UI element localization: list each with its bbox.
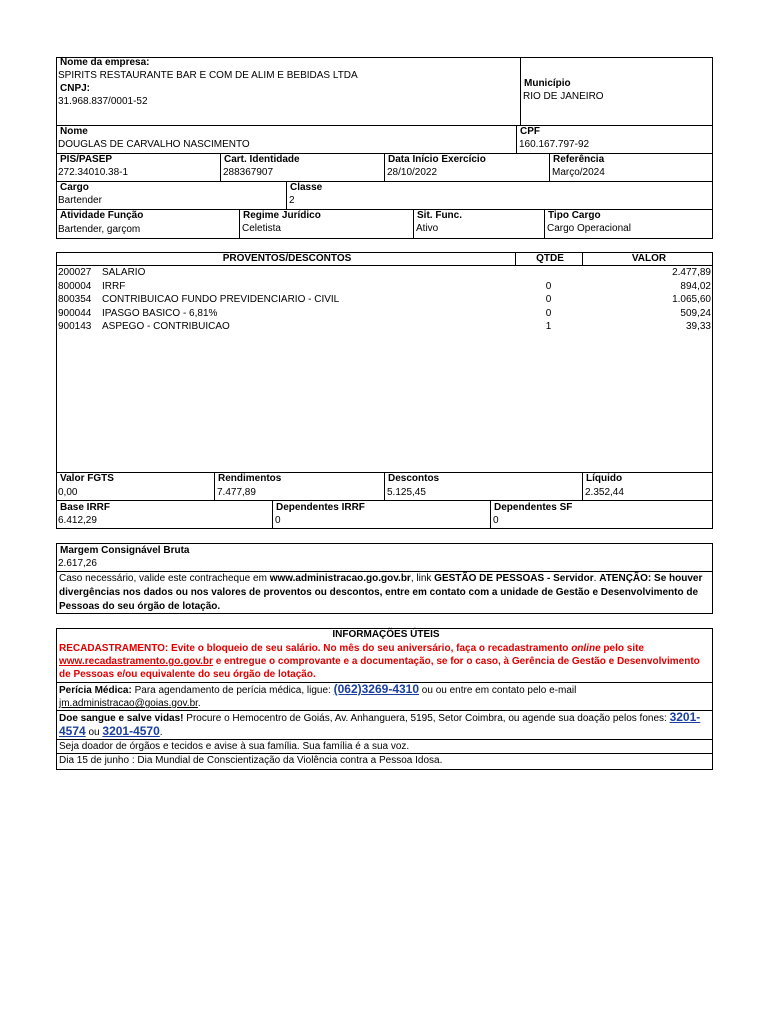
fgts-value: 0,00 bbox=[58, 487, 78, 498]
cnpj-value: 31.968.837/0001-52 bbox=[58, 96, 148, 107]
item-code: 800354 bbox=[58, 294, 92, 305]
note-text-1: Caso necessário, valide este contracheque em bbox=[59, 573, 270, 584]
municipio-value: RIO DE JANEIRO bbox=[523, 91, 604, 102]
recad-text-2: pelo site bbox=[600, 643, 644, 654]
margem-value: 2.617,26 bbox=[58, 558, 97, 569]
item-code: 800004 bbox=[58, 280, 92, 292]
item-code: 200027 bbox=[58, 267, 92, 278]
municipio-label: Município bbox=[524, 78, 571, 89]
item-valor: 894,02 bbox=[680, 280, 711, 292]
regime-label: Regime Jurídico bbox=[243, 210, 321, 221]
orgaos-note: Seja doador de órgãos e tecidos e avise à sua família. Sua família é a sua voz. bbox=[59, 741, 410, 752]
attention-text: ATENÇÃO: Se houver divergências nos dados ou nos valores de proventos ou descontos, entre em contato com a unidade de Gestão e Desenvolvimento de Pessoas do seu órgão de lotação. bbox=[59, 573, 703, 612]
data-inicio-label: Data Início Exercício bbox=[388, 154, 486, 165]
sangue-text-1: Procure o Hemocentro de Goiás, Av. Anhanguera, 5195, Setor Coimbra, ou agende sua doação pelos fones: bbox=[183, 713, 670, 724]
item-desc: SALARIO bbox=[102, 267, 146, 278]
gestao-pessoas-link[interactable]: GESTÃO DE PESSOAS - Servidor bbox=[434, 573, 594, 584]
nome-value: DOUGLAS DE CARVALHO NASCIMENTO bbox=[58, 139, 250, 150]
cpf-value: 160.167.797-92 bbox=[519, 139, 590, 150]
validation-site-link[interactable]: www.administracao.go.gov.br bbox=[269, 573, 411, 584]
cpf-label: CPF bbox=[520, 126, 540, 137]
company-name-label: Nome da empresa: bbox=[60, 57, 150, 68]
descontos-label: Descontos bbox=[388, 473, 440, 484]
hemocentro-phone-1-link[interactable]: 3201-4574 bbox=[59, 710, 701, 738]
base-irrf-label: Base IRRF bbox=[60, 502, 111, 513]
sangue-label: Doe sangue e salve vidas! bbox=[59, 713, 184, 724]
classe-label: Classe bbox=[290, 182, 323, 193]
pericia-label: Perícia Médica: bbox=[59, 685, 132, 696]
table-row bbox=[56, 266, 713, 280]
pericia-phone-link[interactable]: (062)3269-4310 bbox=[333, 682, 420, 696]
tipo-cargo-value: Cargo Operacional bbox=[547, 223, 631, 234]
identidade-value: 288367907 bbox=[223, 167, 274, 178]
nome-label: Nome bbox=[60, 126, 88, 137]
item-desc: IRRF bbox=[102, 280, 126, 292]
company-name: SPIRITS RESTAURANTE BAR E COM DE ALIM E BEBIDAS LTDA bbox=[58, 70, 358, 81]
item-valor: 509,24 bbox=[680, 307, 711, 319]
sit-func-value: Ativo bbox=[416, 223, 439, 234]
referencia-value: Março/2024 bbox=[552, 167, 605, 178]
item-code: 900044 bbox=[58, 307, 92, 319]
pis-label: PIS/PASEP bbox=[60, 154, 113, 165]
item-desc: CONTRIBUICAO FUNDO PREVIDENCIARIO - CIVIL bbox=[102, 294, 340, 305]
recadastramento-note bbox=[56, 642, 713, 681]
identidade-label: Cart. Identidade bbox=[224, 154, 300, 165]
dep-sf-label: Dependentes SF bbox=[494, 502, 573, 513]
rendimentos-value: 7.477,89 bbox=[217, 487, 256, 498]
pericia-note bbox=[56, 683, 713, 710]
items-table bbox=[56, 266, 713, 334]
note-text-3: . bbox=[593, 573, 600, 584]
pis-value: 272.34010.38-1 bbox=[58, 167, 129, 178]
info-title: INFORMAÇÕES ÚTEIS bbox=[332, 629, 440, 640]
sangue-or: ou bbox=[85, 727, 103, 738]
table-row bbox=[56, 307, 713, 321]
item-valor: 2.477,89 bbox=[672, 267, 711, 278]
margem-label: Margem Consignável Bruta bbox=[60, 545, 190, 556]
dep-irrf-value: 0 bbox=[275, 515, 281, 526]
table-row bbox=[56, 280, 713, 294]
hemocentro-phone-2-link[interactable]: 3201-4570 bbox=[102, 724, 160, 738]
item-qtde bbox=[515, 266, 582, 280]
items-header-valor: VALOR bbox=[631, 253, 667, 264]
pericia-text-1: Para agendamento de perícia médica, ligue: bbox=[131, 685, 334, 696]
cnpj-label: CNPJ: bbox=[60, 83, 91, 94]
sit-func-label: Sit. Func. bbox=[417, 210, 462, 221]
items-header-desc: PROVENTOS/DESCONTOS bbox=[222, 253, 352, 264]
atividade-label: Atividade Função bbox=[60, 210, 144, 221]
liquido-value: 2.352,44 bbox=[585, 487, 624, 498]
base-irrf-value: 6.412,29 bbox=[58, 515, 97, 526]
descontos-value: 5.125,45 bbox=[387, 487, 426, 498]
pericia-text-2: ou ou entre em contato pelo e-mail bbox=[419, 685, 577, 696]
tipo-cargo-label: Tipo Cargo bbox=[548, 210, 601, 221]
recad-text-3: e entregue o comprovante e a documentação, se for o caso, à Gerência de Gestão e Desenvolvimento de Pessoas e/ou equivalente do seu órgão de lotação. bbox=[59, 656, 700, 680]
dep-sf-value: 0 bbox=[493, 515, 499, 526]
atividade-value: Bartender, garçom bbox=[58, 224, 141, 235]
sangue-end: . bbox=[159, 727, 163, 738]
classe-value: 2 bbox=[289, 195, 295, 206]
pericia-text-3: . bbox=[197, 698, 201, 709]
item-qtde: 0 bbox=[545, 280, 552, 292]
recad-online: online bbox=[571, 643, 601, 654]
item-qtde: 0 bbox=[545, 294, 552, 305]
validation-note bbox=[56, 572, 713, 614]
item-qtde: 1 bbox=[545, 321, 552, 332]
regime-value: Celetista bbox=[242, 223, 281, 234]
recad-text-1: RECADASTRAMENTO: Evite o bloqueio de seu salário. No mês do seu aniversário, faça o recadastramento bbox=[59, 643, 572, 654]
item-valor: 1.065,60 bbox=[672, 294, 711, 305]
item-desc: ASPEGO - CONTRIBUICAO bbox=[102, 321, 230, 332]
item-code: 900143 bbox=[58, 321, 92, 332]
cargo-value: Bartender bbox=[58, 195, 102, 206]
table-row bbox=[56, 320, 713, 334]
recadastramento-site-link[interactable]: www.recadastramento.go.gov.br bbox=[59, 656, 213, 667]
item-desc: IPASGO BASICO - 6,81% bbox=[102, 307, 218, 319]
data-inicio-value: 28/10/2022 bbox=[387, 167, 438, 178]
fgts-label: Valor FGTS bbox=[60, 473, 114, 484]
dep-irrf-label: Dependentes IRRF bbox=[276, 502, 365, 513]
item-qtde: 0 bbox=[545, 307, 552, 319]
pericia-email-link[interactable]: jm.administracao@goias.gov.br bbox=[59, 698, 198, 709]
item-valor: 39,33 bbox=[685, 321, 711, 332]
liquido-label: Líquido bbox=[586, 473, 623, 484]
items-header-qtde: QTDE bbox=[536, 253, 564, 264]
note-text-2: , link bbox=[410, 573, 435, 584]
idosa-note: Dia 15 de junho : Dia Mundial de Conscientização da Violência contra a Pessoa Idosa. bbox=[59, 755, 443, 766]
rendimentos-label: Rendimentos bbox=[218, 473, 282, 484]
cargo-label: Cargo bbox=[60, 182, 89, 193]
referencia-label: Referência bbox=[553, 154, 605, 165]
table-row bbox=[56, 293, 713, 307]
sangue-note bbox=[56, 711, 713, 739]
